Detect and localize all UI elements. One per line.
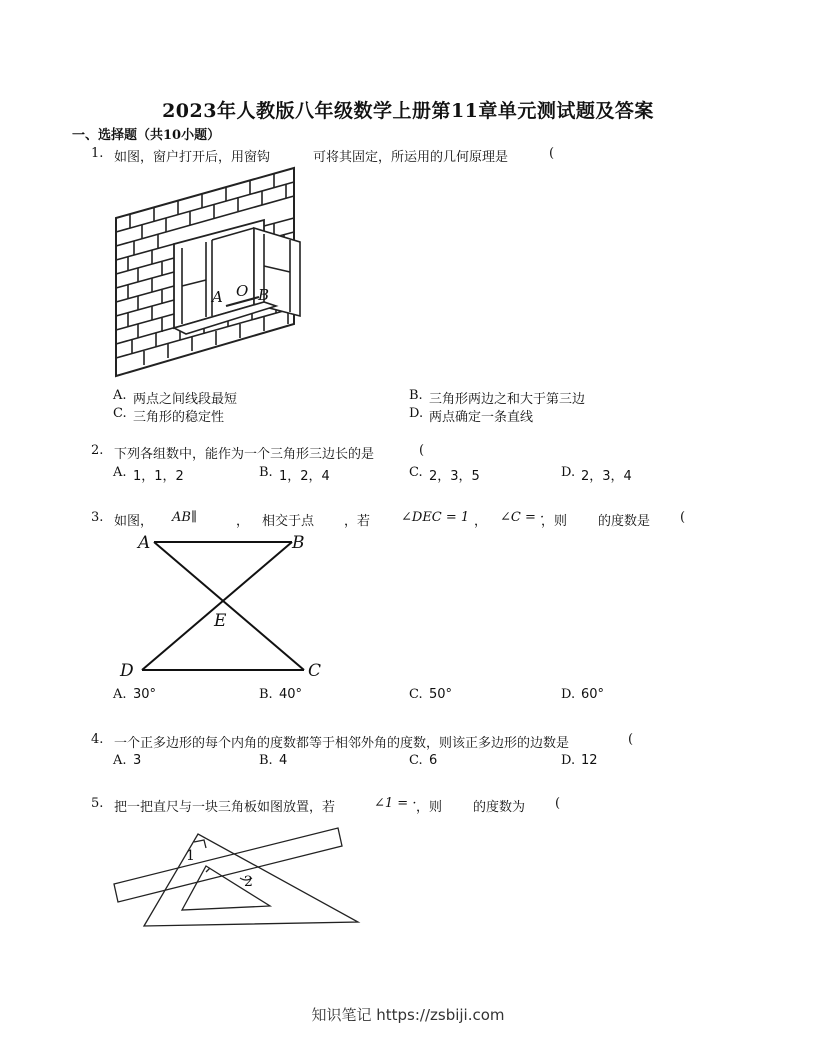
option-text[interactable]: 2，3，4 (581, 469, 632, 484)
option-letter[interactable]: B. (409, 388, 423, 403)
footer-watermark: 知识笔记 https://zsbiji.com (311, 1006, 505, 1024)
question-number: 4. (91, 732, 104, 747)
section-heading: 一、选择题（共10小题） (72, 128, 221, 143)
label-b: B (292, 533, 305, 553)
window-figure (114, 166, 304, 382)
option-letter[interactable]: C. (409, 465, 423, 480)
option-text[interactable]: 50° (429, 687, 453, 702)
option-text[interactable]: 6 (429, 753, 438, 768)
answer-paren: ( (549, 146, 555, 161)
option-letter[interactable]: C. (113, 406, 127, 421)
option-text[interactable]: 1，1，2 (133, 469, 184, 484)
question-stem: 如图， (114, 514, 154, 529)
answer-paren: ( (680, 510, 686, 525)
question-stem: ，则 (416, 800, 443, 815)
math-expression: AB∥ (172, 510, 197, 525)
option-letter[interactable]: A. (113, 465, 127, 480)
question-number: 5. (91, 796, 104, 811)
option-letter[interactable]: B. (259, 753, 273, 768)
answer-paren: ( (555, 796, 561, 811)
question-stem: 的度数是 (598, 514, 651, 529)
triangles-figure (114, 530, 334, 680)
question-number: 1. (91, 146, 104, 161)
math-expression: ∠1 = · (374, 796, 417, 811)
label-d: D (120, 661, 134, 681)
option-letter[interactable]: D. (561, 687, 576, 702)
option-letter[interactable]: D. (561, 465, 576, 480)
option-letter[interactable]: B. (259, 687, 273, 702)
answer-paren: ( (419, 443, 425, 458)
option-text[interactable]: 3 (133, 753, 142, 768)
label-b: B (258, 286, 270, 304)
question-number: 3. (91, 510, 104, 525)
label-a: A (138, 533, 151, 553)
option-text[interactable]: 三角形两边之和大于第三边 (429, 392, 586, 407)
option-letter[interactable]: B. (259, 465, 273, 480)
question-stem: 的度数为 (473, 800, 526, 815)
question-number: 2. (91, 443, 104, 458)
option-text[interactable]: 两点之间线段最短 (133, 392, 238, 407)
option-letter[interactable]: A. (113, 753, 127, 768)
math-expression: ∠DEC = 1 (401, 510, 470, 525)
angle-2-label: 2 (244, 874, 253, 890)
question-stem: 一个正多边形的每个内角的度数都等于相邻外角的度数，则该正多边形的边数是 (114, 736, 570, 751)
option-letter[interactable]: D. (561, 753, 576, 768)
question-stem: 如图，窗户打开后，用窗钩 (114, 150, 271, 165)
option-text[interactable]: 60° (581, 687, 605, 702)
question-stem: 下列各组数中，能作为一个三角形三边长的是 (114, 447, 375, 462)
question-stem: ， (236, 514, 250, 529)
label-c: C (308, 661, 322, 681)
question-stem-tail: 可将其固定，所运用的几何原理是 (313, 150, 509, 165)
page-title: 2023年人教版八年级数学上册第11章单元测试题及答案 (162, 100, 654, 122)
option-text[interactable]: 三角形的稳定性 (133, 410, 225, 425)
option-text[interactable]: 30° (133, 687, 157, 702)
angle-1-label: 1 (186, 848, 195, 864)
label-e: E (214, 611, 227, 631)
option-text[interactable]: 4 (279, 753, 288, 768)
option-letter[interactable]: A. (113, 388, 127, 403)
option-letter[interactable]: A. (113, 687, 127, 702)
option-text[interactable]: 1，2，4 (279, 469, 330, 484)
option-letter[interactable]: C. (409, 753, 423, 768)
question-stem: 把一把直尺与一块三角板如图放置，若 (114, 800, 336, 815)
question-stem: ，则 (541, 514, 568, 529)
option-text[interactable]: 2，3，5 (429, 469, 480, 484)
question-stem: 相交于点 (262, 514, 315, 529)
label-a: A (212, 288, 223, 306)
question-stem: ， (474, 514, 488, 529)
option-text[interactable]: 12 (581, 753, 598, 768)
answer-paren: ( (628, 732, 634, 747)
math-expression: ∠C = · (500, 510, 545, 525)
option-letter[interactable]: D. (409, 406, 424, 421)
option-letter[interactable]: C. (409, 687, 423, 702)
label-o: O (236, 282, 249, 300)
option-text[interactable]: 40° (279, 687, 303, 702)
ruler-triangle-figure (114, 822, 364, 932)
question-stem: ，若 (344, 514, 371, 529)
option-text[interactable]: 两点确定一条直线 (429, 410, 534, 425)
